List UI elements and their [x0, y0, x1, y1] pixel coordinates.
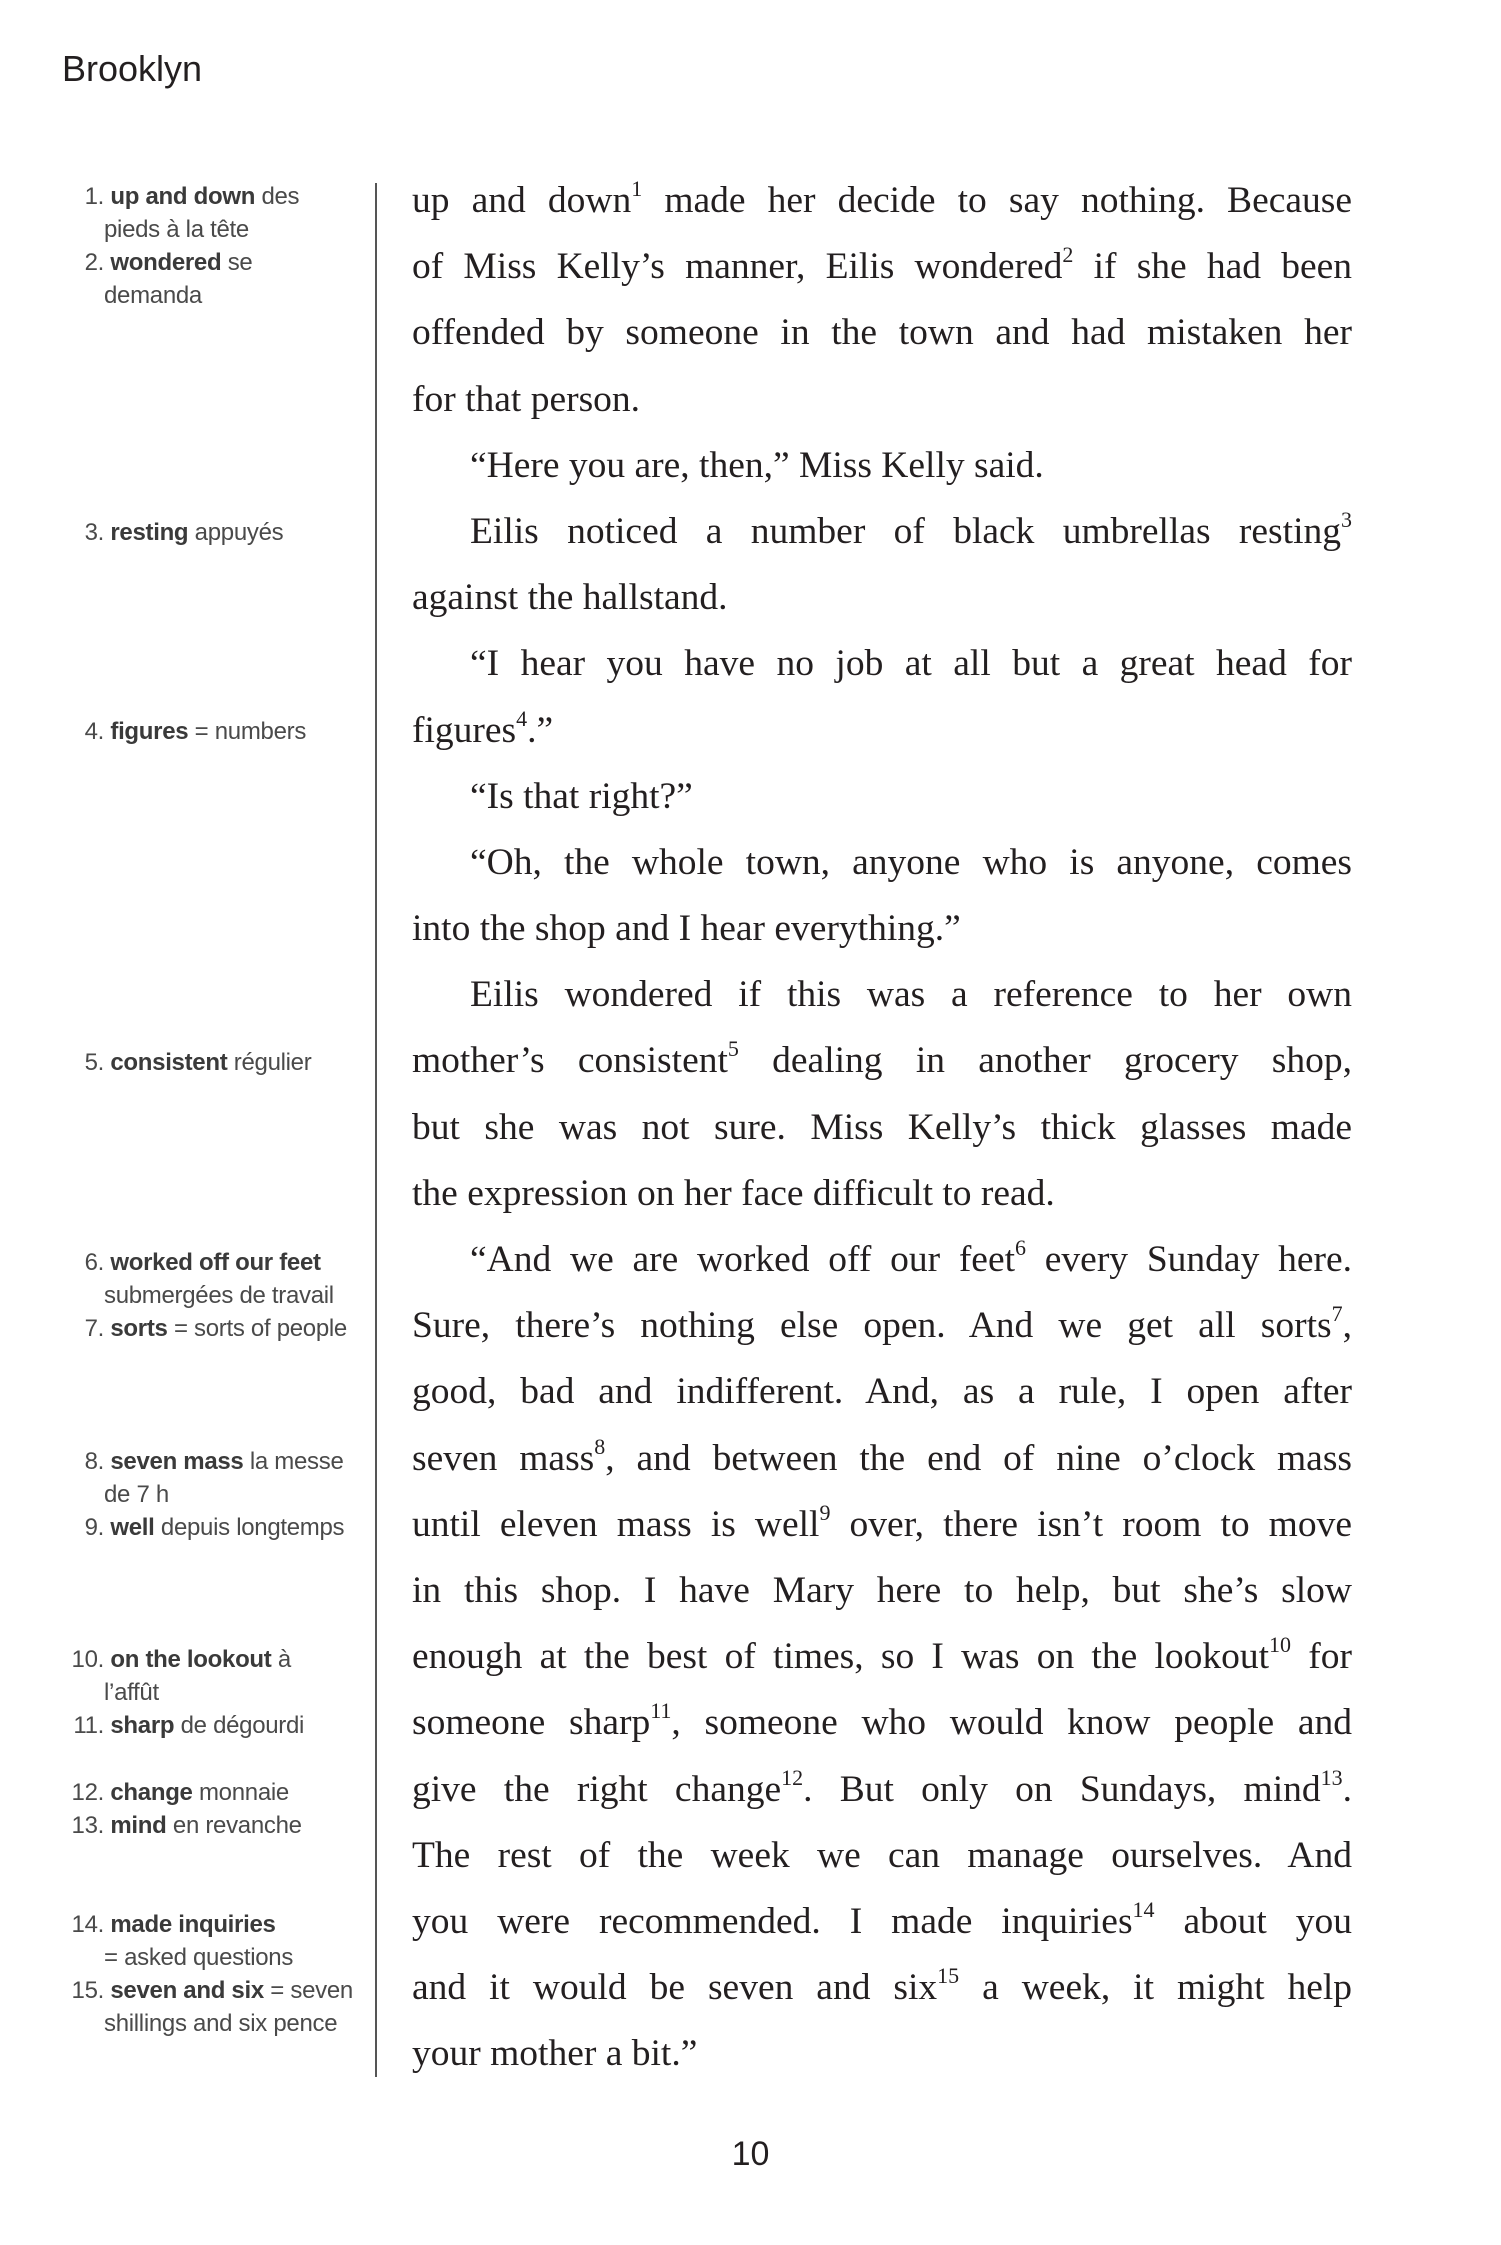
gloss-15: 15. seven and six = seven shillings and six pence	[71, 1977, 353, 2037]
text-line: “Oh, the whole town, anyone who is anyone, comes	[470, 841, 1352, 883]
running-header: Brooklyn	[62, 48, 203, 89]
text-line: up and down$^1$ made her decide to say nothing. Because	[412, 176, 1352, 221]
text-line: The rest of the week we can manage ourselves. And	[412, 1834, 1352, 1876]
text-line: against the hallstand.	[412, 577, 728, 619]
text-line: your mother a bit.”	[412, 2033, 698, 2075]
text-line: “Is that right?”	[470, 775, 693, 817]
gloss-11: 11. sharp de dégourdi	[73, 1712, 305, 1739]
gloss-12: 12. change monnaie	[71, 1779, 289, 1806]
text-line: Eilis noticed a number of black umbrellas resting$^3$	[470, 506, 1352, 552]
text-line: into the shop and I hear everything.”	[412, 908, 961, 950]
text-line: figures$^4$.”	[412, 705, 554, 751]
text-line: enough at the best of times, so I was on the lookout$^{10}$ for	[412, 1632, 1352, 1678]
gloss-10: 10. on the lookout à l’affût	[71, 1646, 291, 1706]
gloss-3: 3. resting appuyés	[84, 519, 284, 546]
story-text	[412, 168, 1352, 2087]
gloss-8: 8. seven mass la messe de 7 h	[84, 1448, 344, 1508]
gloss-2: 2. wondered se demanda	[84, 249, 253, 309]
gloss-14: 14. made inquiries = asked questions	[71, 1911, 294, 1971]
text-line: seven mass$^8$, and between the end of nine o’clock mass	[412, 1433, 1353, 1479]
gloss-1: 1. up and down des pieds à la tête	[84, 183, 300, 243]
text-line: give the right change$^{12}$. But only on Sundays, mind$^{13}$.	[412, 1764, 1353, 1810]
column-divider	[375, 183, 377, 2077]
gloss-7: 7. sorts = sorts of people	[84, 1315, 347, 1342]
text-line: “I hear you have no job at all but a great head for	[470, 643, 1352, 685]
text-line: offended by someone in the town and had mistaken her	[412, 312, 1352, 354]
text-line: until eleven mass is well$^9$ over, there isn’t room to move	[412, 1499, 1352, 1545]
gloss-6: 6. worked off our feet submergées de travail	[84, 1249, 334, 1309]
gloss-13: 13. mind en revanche	[71, 1812, 302, 1839]
gloss-9: 9. well depuis longtemps	[84, 1514, 345, 1541]
text-line: and it would be seven and six$^{15}$ a week, it might help	[412, 1963, 1353, 2009]
gloss-5: 5. consistent régulier	[84, 1049, 312, 1076]
text-line: mother’s consistent$^5$ dealing in another grocery shop,	[412, 1036, 1352, 1082]
text-line: of Miss Kelly’s manner, Eilis wondered$^2$ if she had been	[412, 242, 1352, 288]
text-line: someone sharp$^{11}$, someone who would know people and	[412, 1698, 1352, 1744]
text-line: Sure, there’s nothing else open. And we get all sorts$^7$,	[412, 1301, 1352, 1347]
text-line: the expression on her face difficult to read.	[412, 1172, 1055, 1214]
text-line: “Here you are, then,” Miss Kelly said.	[470, 444, 1044, 486]
text-line: you were recommended. I made inquiries$^{14}$ about you	[412, 1896, 1352, 1942]
text-line: but she was not sure. Miss Kelly’s thick glasses made	[412, 1106, 1352, 1148]
text-line: in this shop. I have Mary here to help, but she’s slow	[412, 1569, 1352, 1611]
gloss-4: 4. figures = numbers	[84, 718, 307, 745]
page-number: 10	[731, 2135, 770, 2173]
text-line: good, bad and indifferent. And, as a rule, I open after	[412, 1371, 1352, 1413]
text-line: for that person.	[412, 378, 641, 420]
text-line: “And we are worked off our feet$^6$ every Sunday here.	[470, 1235, 1352, 1280]
text-line: Eilis wondered if this was a reference to her own	[470, 974, 1352, 1016]
